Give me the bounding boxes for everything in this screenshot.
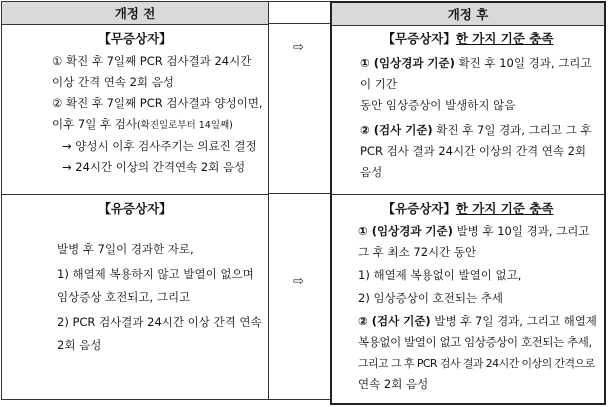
- item1-label: ① (임상경과 기준): [360, 56, 455, 70]
- after-asymptomatic-section: [332, 25, 604, 183]
- line1: 발병 후 7일이 경과한 자로,: [57, 242, 194, 256]
- item2-line2: 복용없이 발열이 없고 임상증상이 호전되는 추세,: [358, 335, 592, 349]
- sub1: 1) 해열제 복용없이 발열이 없고,: [358, 268, 522, 282]
- before-column: [1, 1, 269, 400]
- item2-line2-row: [52, 114, 268, 136]
- arrow-right-icon: ⇨: [293, 274, 304, 289]
- item2-line2: 이후 7일 후 검사: [52, 117, 137, 131]
- section-title: 【무증상자】: [98, 31, 172, 46]
- item1-row: [358, 221, 604, 242]
- before-asymptomatic-section: [2, 25, 268, 178]
- section-title: [332, 29, 604, 47]
- item2-note: (확진일로부터 14일째): [136, 120, 233, 131]
- item1-line1: ① 확진 후 7일째 PCR 검사결과 24시간: [52, 54, 252, 68]
- section-title: 【유증상자】: [98, 201, 172, 216]
- item1-label: ① (임상경과 기준): [358, 224, 453, 238]
- title-bracket: 【유증상자】: [382, 201, 456, 216]
- table-top-rule: [269, 1, 330, 2]
- row-divider: [269, 193, 330, 194]
- item2-line3: 음성: [360, 165, 383, 179]
- item2-line3: 그리고 그 후 PCR 검사 결과 24시간 이상의 간격으로: [358, 357, 595, 370]
- item2-label: ② (검사 기준): [360, 123, 433, 137]
- item1-line2: 이상 간격 연속 2회 음성: [52, 75, 174, 89]
- line2: 1) 해열제 복용하지 않고 발열이 없으며: [57, 267, 254, 281]
- before-symptomatic-section: [2, 195, 268, 356]
- item1-line2: 동안 임상증상이 발생하지 않음: [360, 98, 516, 112]
- item1-line2: 그 후 최소 72시간 동안: [358, 245, 477, 259]
- sub2: 2) 임상증상이 호전되는 추세: [358, 291, 503, 305]
- section-title: [332, 199, 604, 217]
- line4: 2) PCR 검사결과 24시간 이상 간격 연속: [57, 315, 262, 329]
- item1-row: [360, 53, 604, 95]
- arrow-right-icon: ⇨: [293, 40, 304, 55]
- header-rule: [269, 23, 330, 24]
- title-bracket: 【무증상자】: [382, 31, 456, 46]
- item1-line1: 발병 후 10일 경과, 그리고: [452, 224, 590, 238]
- after-column: [330, 1, 606, 405]
- item2-line1: ② 확진 후 7일째 PCR 검사결과 양성이면,: [52, 96, 263, 110]
- item2-row: [358, 311, 604, 332]
- after-header: 개정 후: [332, 3, 604, 26]
- title-criteria: 한 가지 기준 충족: [455, 201, 554, 216]
- item2-line4: 연속 2회 음성: [358, 377, 429, 391]
- item2-label: ② (검사 기준): [358, 314, 431, 328]
- item2-line1: 발병 후 7일 경과, 그리고 해열제: [430, 314, 597, 328]
- item1-line1: 확진 후 10일 경과, 그리고 이 기간: [360, 56, 592, 91]
- item2-line1: 확진 후 7일 경과, 그리고 그 후: [432, 123, 592, 137]
- after-symptomatic-section: [332, 195, 604, 395]
- line5: 2회 음성: [57, 338, 102, 352]
- before-header: 개정 전: [2, 2, 268, 25]
- item2-line2: PCR 검사 결과 24시간 이상의 간격 연속 2회: [360, 144, 587, 158]
- title-criteria: 한 가지 기준 충족: [455, 31, 554, 46]
- line3: 임상증상 호전되고, 그리고: [57, 290, 191, 304]
- arrow-note-2: → 24시간 이상의 간격연속 2회 음성: [62, 160, 246, 174]
- arrow-note-1: → 양성시 이후 검사주기는 의료진 결정: [62, 139, 257, 153]
- item2-row: [360, 120, 604, 141]
